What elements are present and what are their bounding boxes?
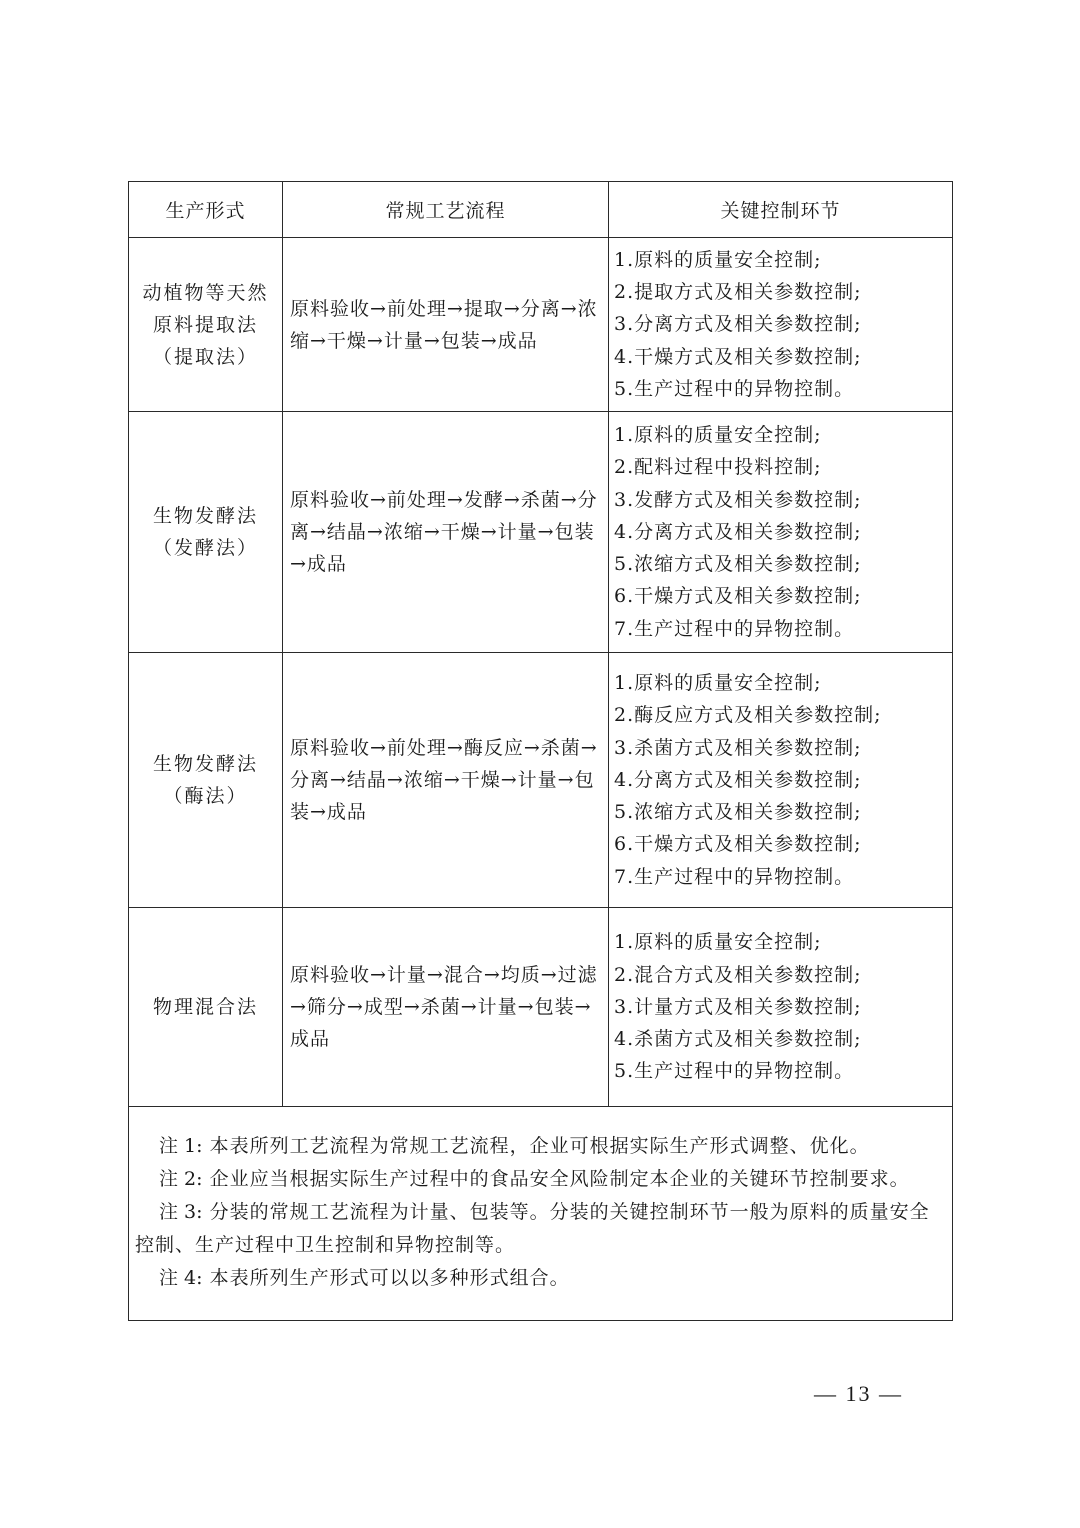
control-item: 5.生产过程中的异物控制。 <box>614 1060 855 1083</box>
control-item: 1.原料的质量安全控制; <box>614 672 822 695</box>
production-form-cell: 生物发酵法 （发酵法） <box>129 412 283 653</box>
control-item: 6.干燥方式及相关参数控制; <box>614 585 862 608</box>
note-item <box>135 1196 946 1262</box>
control-item: 5.生产过程中的异物控制。 <box>614 377 855 400</box>
production-form-cell: 生物发酵法 （酶法） <box>129 653 283 908</box>
notes-cell <box>129 1107 953 1321</box>
process-flow-cell: 原料验收→前处理→酶反应→杀菌→分离→结晶→浓缩→干燥→计量→包装→成品 <box>283 653 609 908</box>
note-label: 注 2: <box>159 1168 203 1190</box>
control-item: 2.提取方式及相关参数控制; <box>614 281 862 304</box>
table-header-row <box>129 182 953 238</box>
note-item <box>135 1262 946 1295</box>
page-number: — 13 — <box>814 1381 903 1406</box>
control-item: 4.分离方式及相关参数控制; <box>614 768 862 791</box>
control-item: 2.配料过程中投料控制; <box>614 456 822 479</box>
process-flow-cell: 原料验收→计量→混合→均质→过滤→筛分→成型→杀菌→计量→包装→成品 <box>283 908 609 1107</box>
production-form-cell: 物理混合法 <box>129 908 283 1107</box>
header-process-flow: 常规工艺流程 <box>283 182 609 238</box>
note-label: 注 1: <box>159 1135 203 1157</box>
control-item: 1.原料的质量安全控制; <box>614 424 822 447</box>
notes-row <box>129 1107 953 1321</box>
control-item: 3.计量方式及相关参数控制; <box>614 995 862 1018</box>
table-row <box>129 412 953 653</box>
control-item: 7.生产过程中的异物控制。 <box>614 865 855 888</box>
control-item: 5.浓缩方式及相关参数控制; <box>614 801 862 824</box>
header-key-control: 关键控制环节 <box>609 182 953 238</box>
key-control-cell <box>609 653 953 908</box>
note-text: 本表所列生产形式可以以多种形式组合。 <box>209 1267 570 1289</box>
control-item: 3.发酵方式及相关参数控制; <box>614 488 862 511</box>
header-production-form: 生产形式 <box>129 182 283 238</box>
control-item: 1.原料的质量安全控制; <box>614 248 822 271</box>
production-form-cell: 动植物等天然 原料提取法 （提取法） <box>129 238 283 412</box>
note-text: 企业应当根据实际生产过程中的食品安全风险制定本企业的关键环节控制要求。 <box>209 1168 910 1190</box>
note-item <box>135 1130 946 1163</box>
control-item: 3.分离方式及相关参数控制; <box>614 313 862 336</box>
note-label: 注 4: <box>159 1267 203 1289</box>
note-label: 注 3: <box>159 1201 203 1223</box>
note-item <box>135 1163 946 1196</box>
key-control-cell <box>609 908 953 1107</box>
key-control-cell <box>609 412 953 653</box>
control-item: 4.分离方式及相关参数控制; <box>614 520 862 543</box>
control-item: 1.原料的质量安全控制; <box>614 931 822 954</box>
control-item: 6.干燥方式及相关参数控制; <box>614 833 862 856</box>
table-row <box>129 653 953 908</box>
note-text: 本表所列工艺流程为常规工艺流程，企业可根据实际生产形式调整、优化。 <box>209 1135 870 1157</box>
control-item: 5.浓缩方式及相关参数控制; <box>614 553 862 576</box>
control-item: 4.干燥方式及相关参数控制; <box>614 345 862 368</box>
control-item: 2.酶反应方式及相关参数控制; <box>614 704 882 727</box>
table-row <box>129 238 953 412</box>
table-row <box>129 908 953 1107</box>
process-table <box>128 181 953 1321</box>
control-item: 3.杀菌方式及相关参数控制; <box>614 736 862 759</box>
process-flow-cell: 原料验收→前处理→发酵→杀菌→分离→结晶→浓缩→干燥→计量→包装→成品 <box>283 412 609 653</box>
process-flow-cell: 原料验收→前处理→提取→分离→浓缩→干燥→计量→包装→成品 <box>283 238 609 412</box>
control-item: 4.杀菌方式及相关参数控制; <box>614 1028 862 1051</box>
control-item: 2.混合方式及相关参数控制; <box>614 963 862 986</box>
control-item: 7.生产过程中的异物控制。 <box>614 617 855 640</box>
key-control-cell <box>609 238 953 412</box>
note-text: 分装的常规工艺流程为计量、包装等。分装的关键控制环节一般为原料的质量安全控制、生产过程中卫生控制和异物控制等。 <box>135 1201 930 1256</box>
